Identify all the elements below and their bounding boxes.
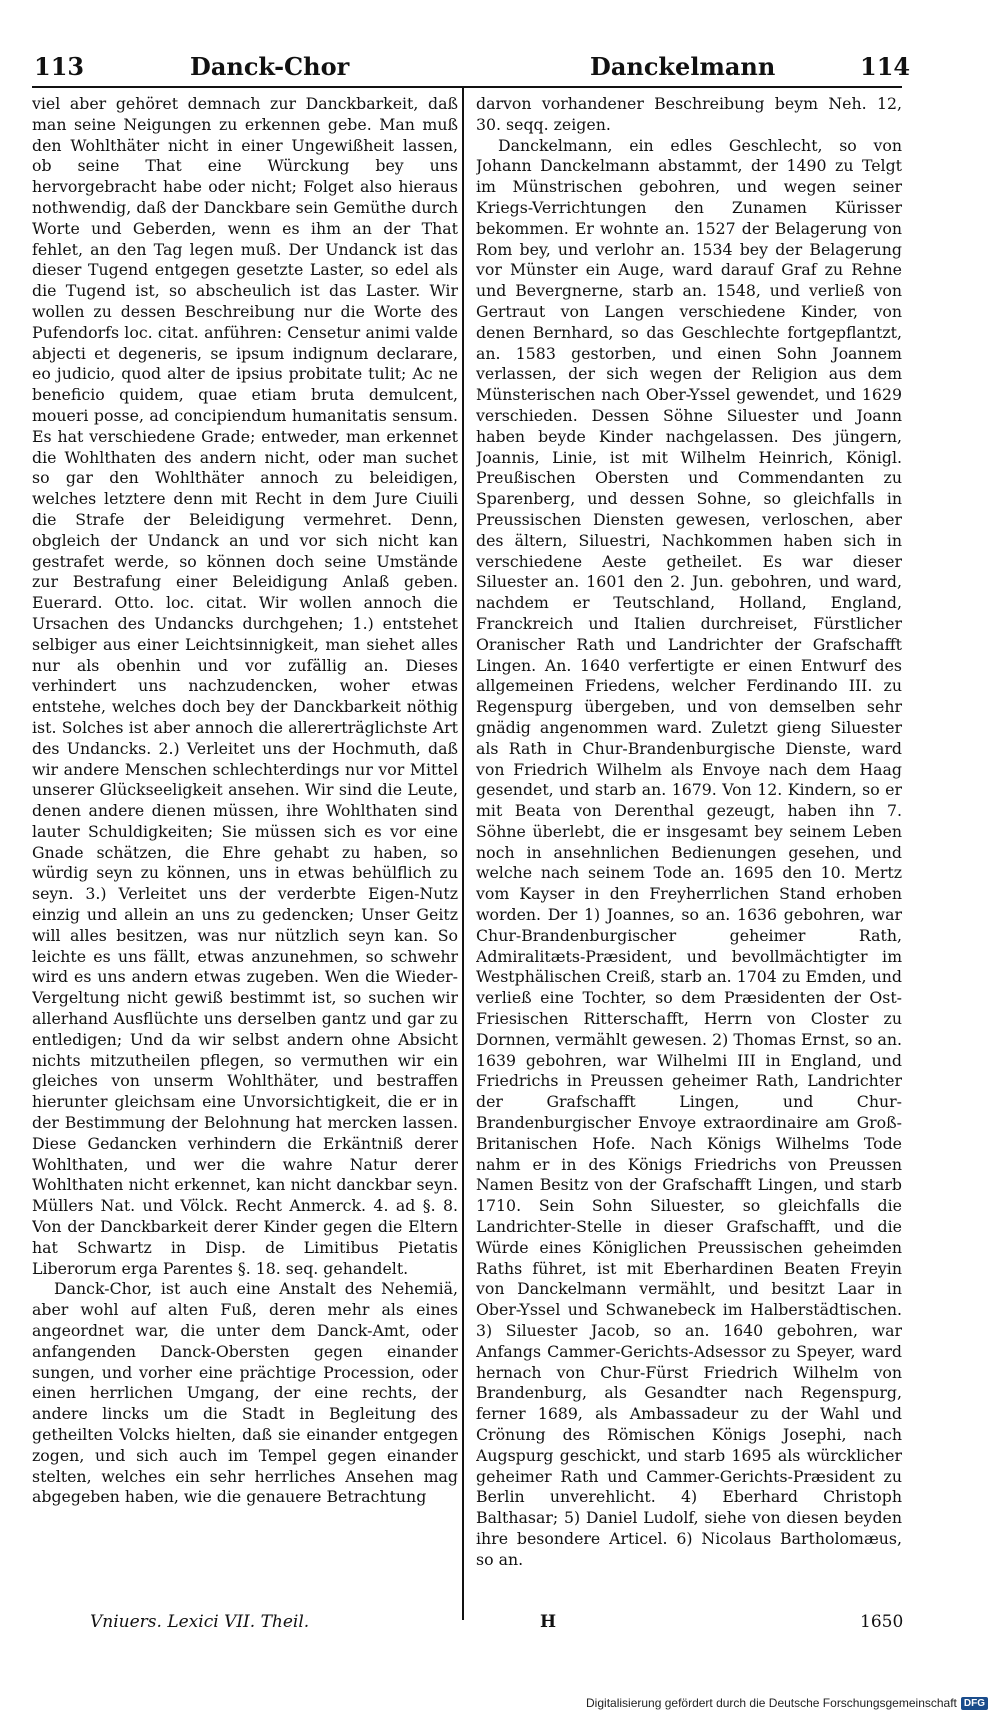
left-column [32,94,458,1584]
page-number-left: 113 [34,52,85,81]
running-title-left: Danck-Chor [190,52,350,81]
paragraph-danckbarkeit: viel aber gehöret demnach zur Danckbarkeit, daß man seine Neigungen zu erkennen gebe. Man muß den Wohlthäter nicht in einer Ungewißheit lassen, ob seine That eine Würckung bey uns hervorgebracht habe oder nicht; Folget also hieraus nothwendig, daß der Danckbare sein Gemüthe durch Worte und Geberden, wenn es ihm an der That fehlet, an den Tag legen muß. Der Undanck ist das dieser Tugend entgegen gesetzte Laster, so edel als die Tugend ist, so abscheulich ist das Laster. Wir wollen zu dessen Beschreibung nur die Worte des Pufendorfs loc. citat. anführen: Censetur animi valde abjecti et degeneris, se ipsum indignum declarare, eo judicio, quod alter de ipsius probitate tulit; Ac ne beneficio quidem, quae etiam bruta demulcent, moueri posse, ad concipiendum humanitatis sensum. Es hat verschiedene Grade; entweder, man erkennet die Wohlthaten des andern nicht, oder man suchet so gar den Wohlthäter annoch zu beleidigen, welches letztere denn mit Recht in dem Jure Ciuili die Strafe der Beleidigung vermehret. Denn, obgleich der Undanck an und vor sich nicht kan gestrafet werde, so können doch seine Umstände zur Bestrafung einer Beleidigung Anlaß geben. Euerard. Otto. loc. citat. Wir wollen annoch die Ursachen des Undancks durchgehen; 1.) entstehet selbiger aus einer Leichtsinnigkeit, man siehet alles nur als obenhin und vor zufällig an. Dieses verhindert uns nachzudencken, woher etwas entstehe, welches doch bey der Danckbarkeit nöthig ist. Solches ist aber annoch die allererträglichste Art des Undancks. 2.) Verleitet uns der Hochmuth, daß wir andere Menschen schlechterdings nur vor Mittel unserer Glückseeligkeit ansehen. Wir sind die Leute, denen andere dienen müssen, ihre Wohlthaten sind lauter Schuldigkeiten; Sie müssen sich es vor eine Gnade schätzen, die Ehre gehabt zu haben, so würdig seyn zu können, uns in etwas behülflich zu seyn. 3.) Verleitet uns der verderbte Eigen-Nutz einzig und allein an uns zu gedencken; Unser Geitz will alles besitzen, was nur nützlich seyn kan. So leichte es uns fällt, etwas anzunehmen, so schwehr wird es uns andern etwas zugeben. Wen die Wieder-Vergeltung nicht gewiß bestimmt ist, so suchen wir allerhand Ausflüchte uns derselben gantz und gar zu entledigen; Und da wir selbst andern ohne Absicht nichts mitzutheilen pflegen, so vermuthen wir ein gleiches von unserm Wohlthäter, und bestraffen hierunter gleichsam eine Unvorsichtigkeit, die er in der Bestimmung der Belohnung hat mercken lassen. Diese Gedancken verhindern die Erkäntniß derer Wohlthaten, und wer die wahre Natur derer Wohlthaten nicht erkennet, kan nicht danckbar seyn. Müllers Nat. und Völck. Recht Anmerck. 4. ad §. 8. Von der Danckbarkeit derer Kinder gegen die Eltern hat Schwartz in Disp. de Limitibus Pietatis Liberorum erga Parentes §. 18. seq. gehandelt. [32,94,458,1278]
paragraph-continuation: darvon vorhandener Beschreibung beym Neh. 12, 30. seqq. zeigen. [476,94,902,134]
dfg-logo: DFG [961,1697,988,1710]
dfg-credit [586,1696,988,1710]
right-column [476,94,902,1604]
header-rule [32,86,902,88]
paragraph-danck-chor: Danck-Chor, ist auch eine Anstalt des Nehemiä, aber wohl auf alten Fuß, deren mehr als eines angeordnet war, die unter dem Danck-Amt, oder anfangenden Danck-Obersten gegen einander sungen, und vorher eine prächtige Procession, oder einen herrlichen Umgang, der eine rechts, der andere lincks um die Stadt in Begleitung des getheilten Volcks hielten, daß sie einander entgegen zogen, und sich auch im Tempel gegen einander stelten, welches ein sehr herrliches Ansehen mag abgegeben haben, wie die genauere Betrachtung [32,1279,458,1507]
signature-letter: H [540,1612,557,1632]
paragraph-danckelmann: Danckelmann, ein edles Geschlecht, so von Johann Danckelmann abstammt, der 1490 zu Telgt im Münstrischen gebohren, und wegen seiner Kriegs-Verrichtungen den Zunamen Kürisser bekommen. Er wohnte an. 1527 der Belagerung von Rom bey, und verlohr an. 1534 bey der Belagerung vor Münster ein Auge, ward darauf Graf zu Rehne und Bevergnerne, starb an. 1548, und verließ von Gertraut von Langen verschiedene Kinder, von denen Bernhard, so das Geschlechte fortgepflantzt, an. 1583 gestorben, und einen Sohn Joannem verlassen, der sich wegen der Religion aus dem Münsterischen nach Ober-Yssel gewendet, und 1629 verschieden. Dessen Söhne Siluester und Joann haben beyde Kinder nachgelassen. Des jüngern, Joannis, Linie, ist mit Wilhelm Heinrich, Königl. Preußischen Obersten und Commendanten zu Sparenberg, und dessen Sohne, so gleichfalls in Preussischen Diensten gewesen, verloschen, aber des ältern, Siluestri, Nachkommen haben sich in verschiedene Aeste getheilet. Es war dieser Siluester an. 1601 den 2. Jun. gebohren, und ward, nachdem er Teutschland, Holland, England, Franckreich und Italien durchreiset, Fürstlicher Oranischer Rath und Landrichter der Grafschafft Lingen. An. 1640 verfertigte er einen Entwurf des allgemeinen Friedens, welcher Ferdinando III. zu Regenspurg übergeben, und von demselben sehr gnädig angenommen ward. Zuletzt gieng Siluester als Rath in Chur-Brandenburgische Dienste, ward von Friedrich Wilhelm als Envoye nach dem Haag gesendet, und starb an. 1679. Von 12. Kindern, so er mit Beata von Derenthal gezeugt, haben ihn 7. Söhne überlebt, die er insgesamt bey seinem Leben noch in ansehnlichen Bedienungen gesehen, und welche nach seinem Tode an. 1695 den 10. Mertz vom Kayser in den Freyherrlichen Stand erhoben worden. Der 1) Joannes, so an. 1636 gebohren, war Chur-Brandenburgischer geheimer Rath, Admiralitæts-Præsident, und bevollmächtigter im Westphälischen Creiß, starb an. 1704 zu Emden, und verließ eine Tochter, so dem Præsidenten der Ost-Friesischen Ritterschafft, Herrn von Closter zu Dornnen, vermählt gewesen. 2) Thomas Ernst, so an. 1639 gebohren, war Wilhelmi III in England, und Friedrichs in Preussen geheimer Rath, Landrichter der Grafschafft Lingen, und Chur-Brandenburgischer Envoye extraordinaire am Groß-Britanischen Hofe. Nach Königs Wilhelms Tode nahm er in des Königs Friedrichs von Preussen Namen Besitz von der Grafschafft Lingen, und starb 1710. Sein Sohn Siluester, so gleichfalls die Landrichter-Stelle in dieser Grafschafft, und die Würde eines Königlichen Preussischen geheimden Raths führet, ist mit Eberhardinen Beaten Freyin von Danckelmann vermählt, und besitzt Laar in Ober-Yssel und Schwanebeck im Halberstädtischen. 3) Siluester Jacob, so an. 1640 gebohren, war Anfangs Cammer-Gerichts-Adsessor zu Speyer, ward hernach von Chur-Fürst Friedrich Wilhelm von Brandenburg, als Gesandter nach Regenspurg, ferner 1689, als Ambassadeur zu der Wahl und Crönung des Römischen Königs Josephi, nach Augspurg geschickt, und starb 1695 als würcklicher geheimer Rath und Cammer-Gerichts-Præsident zu Berlin unverehlicht. 4) Eberhard Christoph Balthasar; 5) Daniel Ludolf, siehe von diesen beyden ihre besondere Articel. 6) Nicolaus Bartholomæus, so an. [476,135,902,1569]
credit-text: Digitalisierung gefördert durch die Deutsche Forschungsgemeinschaft [586,1696,957,1710]
column-divider [462,86,464,1620]
catchword: 1650 [860,1612,904,1632]
running-title-right: Danckelmann [590,52,776,81]
signature-mark: Vniuers. Lexici VII. Theil. [90,1612,310,1632]
page-number-right: 114 [860,52,911,81]
